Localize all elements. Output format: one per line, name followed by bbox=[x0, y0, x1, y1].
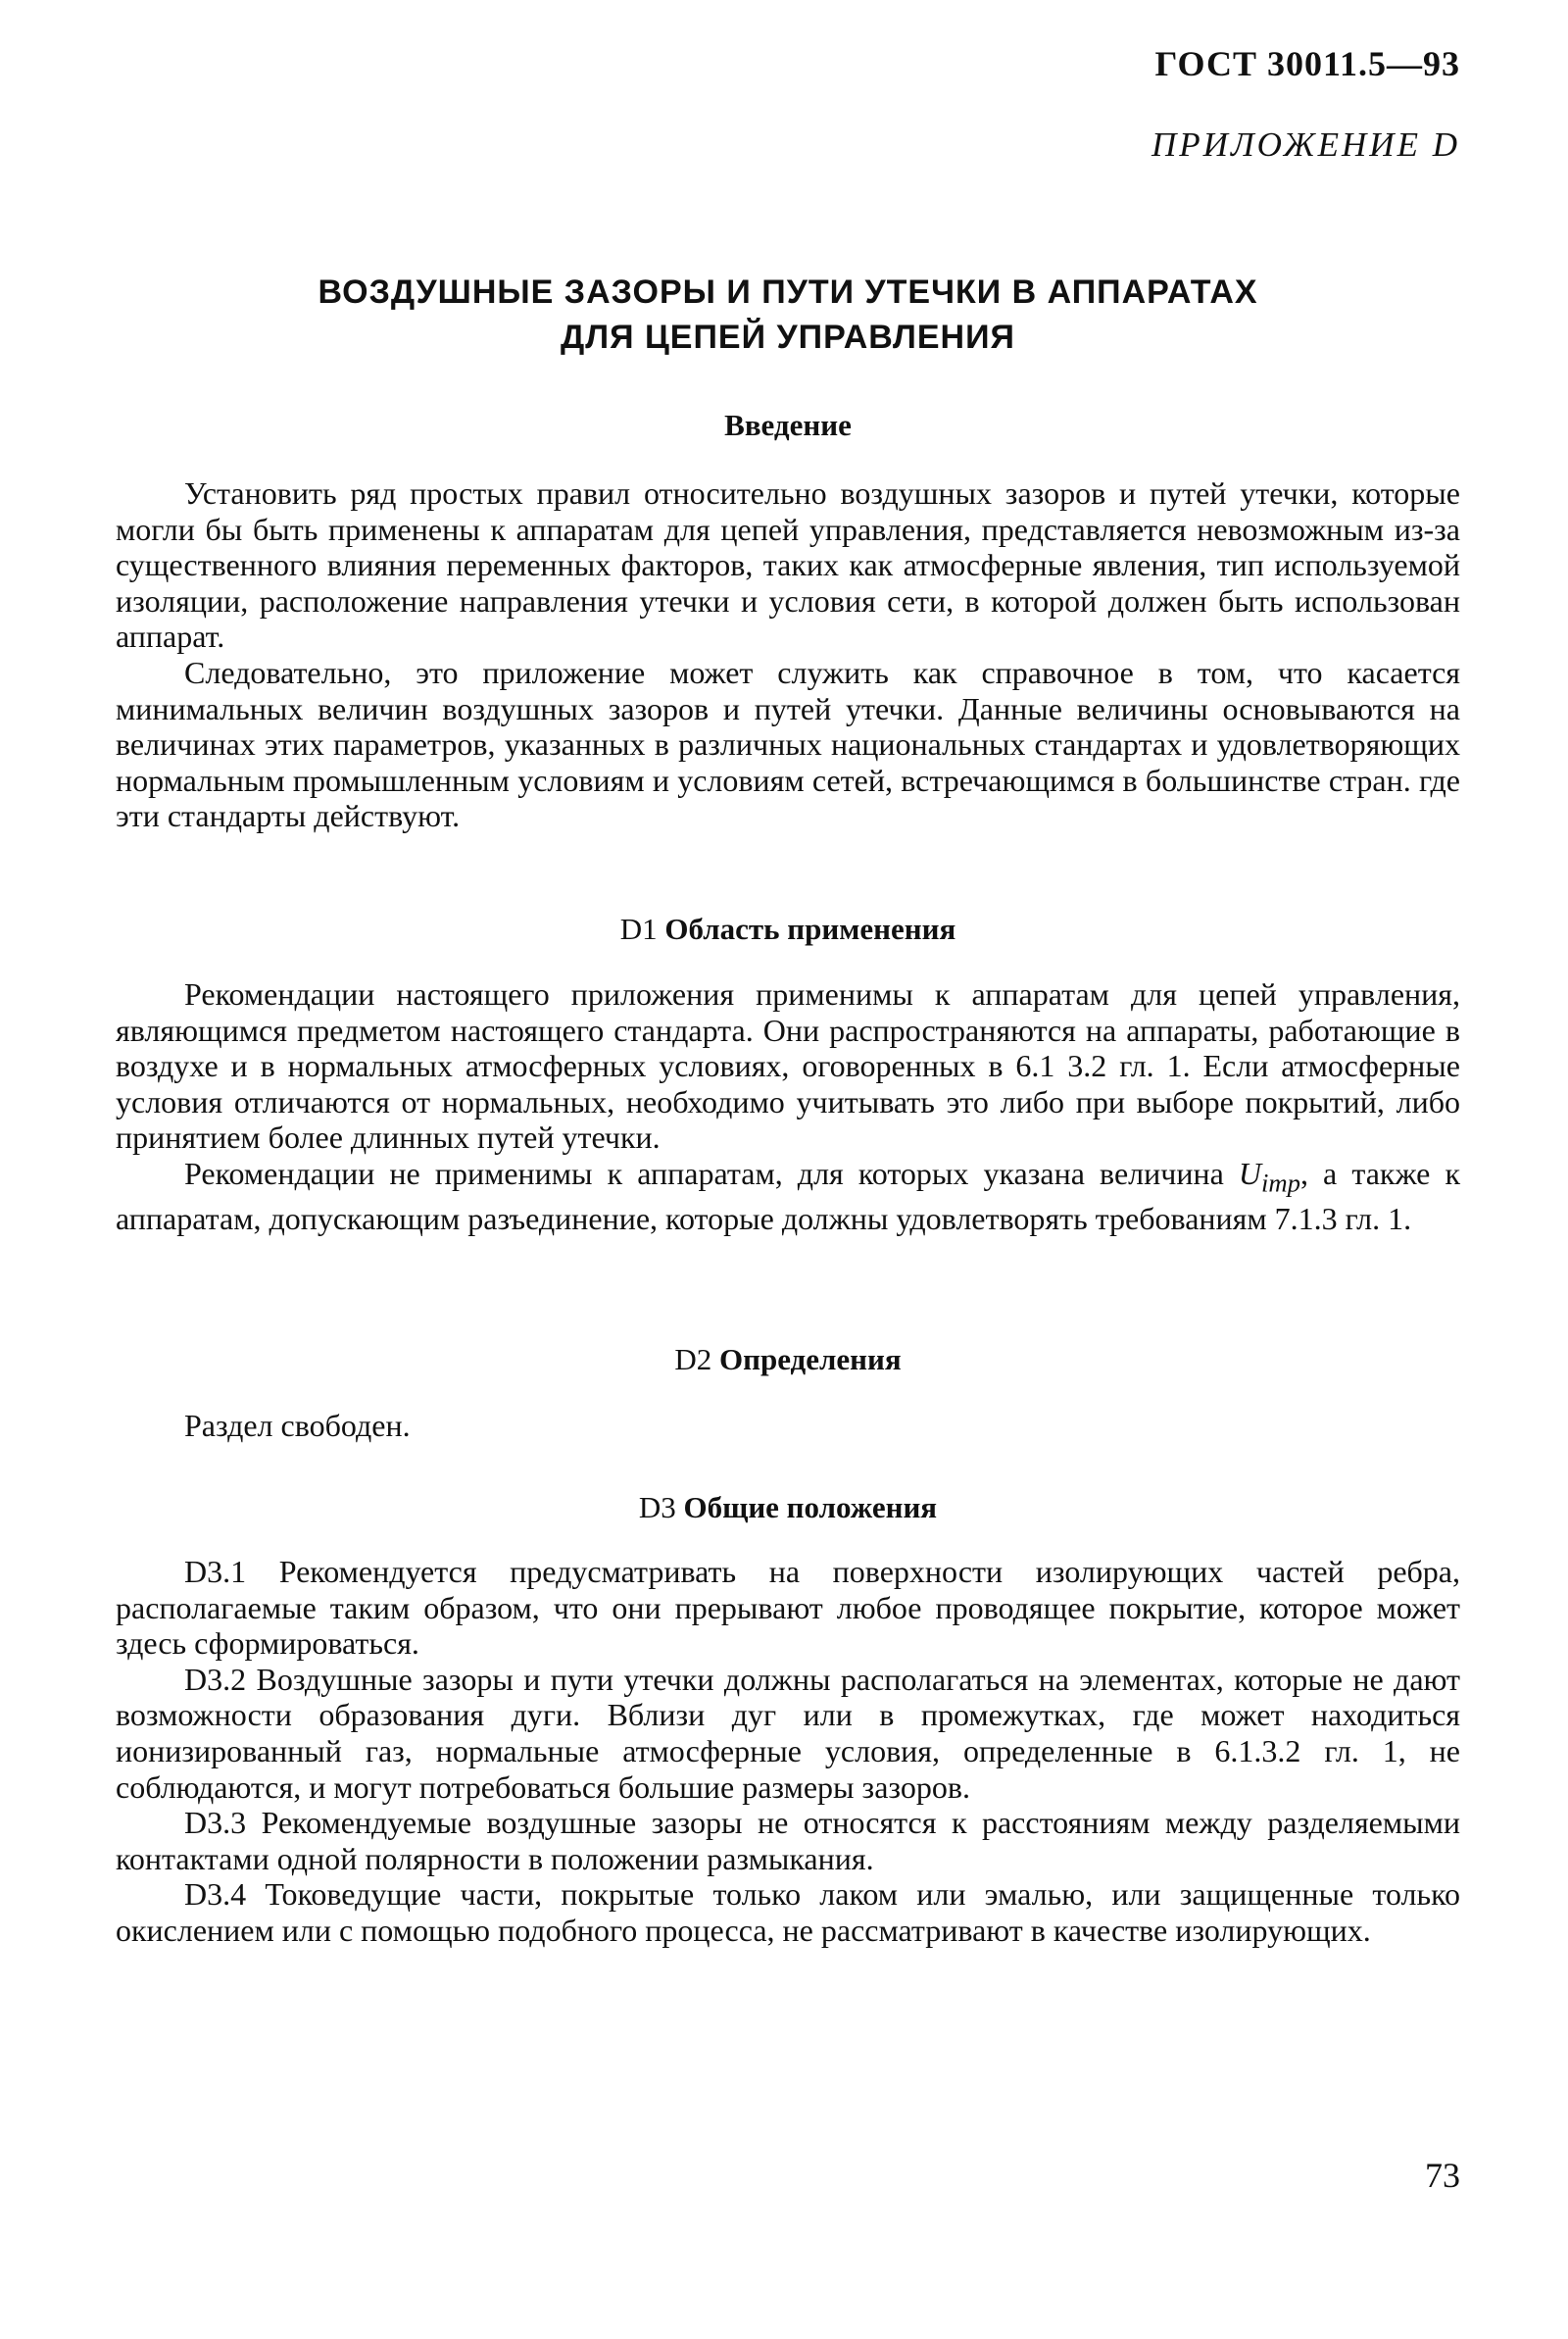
d2-paragraph: Раздел свободен. bbox=[184, 1408, 411, 1443]
d3-number: D3 bbox=[638, 1490, 676, 1524]
d3-1-paragraph: D3.1 Рекомендуется предусматривать на поверхности изолирующих частей ребра, располагаемые таким образом, что они прерывают любое проводящее покрытие, которое может здесь сформироваться. bbox=[116, 1554, 1460, 1662]
d3-3-paragraph: D3.3 Рекомендуемые воздушные зазоры не относятся к расстояниям между разделяемыми контактами одной полярности в положении размыкания. bbox=[116, 1805, 1460, 1876]
d3-2-paragraph: D3.2 Воздушные зазоры и пути утечки должны располагаться на элементах, которые не дают возможности образования дуги. Вблизи дуг или в промежутках, где может находиться ионизированный газ, нормальные атмосферные условия, определенные в 6.1.3.2 гл. 1, не соблюдаются, и могут потребоваться большие размеры зазоров. bbox=[116, 1661, 1460, 1805]
title-line-2: ДЛЯ ЦЕПЕЙ УПРАВЛЕНИЯ bbox=[561, 319, 1015, 356]
d1-paragraph-1: Рекомендации настоящего приложения применимы к аппаратам для цепей управления, являющимся предметом настоящего стандарта. Они распространяются на аппараты, работающие в воздухе и в нормальных атмосферных условиях, оговоренных в 6.1 3.2 гл. 1. Если атмосферные условия отличаются от нормальных, необходимо учитывать это либо при выборе покрытий, либо принятием более длинных путей утечки. bbox=[116, 976, 1460, 1156]
d3-4-paragraph: D3.4 Токоведущие части, покрытые только лаком или эмалью, или защищенные только окислением или с помощью подобного процесса, не рассматривают в качестве изолирующих. bbox=[116, 1876, 1460, 1948]
intro-heading: Введение bbox=[724, 408, 852, 442]
d2-heading bbox=[116, 1342, 1460, 1377]
standard-number: ГОСТ 30011.5—93 bbox=[1154, 44, 1460, 83]
intro-paragraph-2: Следовательно, это приложение может служить как справочное в том, что касается минимальных величин воздушных зазоров и путей утечки. Данные величины основываются на величинах этих параметров, указанных в различных национальных стандартах и удовлетворяющих нормальным промышленным условиям и условиям сетей, встречающимся в большинстве стран. где эти стандарты действуют. bbox=[116, 654, 1460, 834]
d3-title: Общие положения bbox=[683, 1490, 938, 1524]
intro-paragraph-1: Установить ряд простых правил относительно воздушных зазоров и путей утечки, которые могли бы быть применены к аппаратам для цепей управления, представляется невозможным из-за существенного влияния переменных факторов, таких как атмосферные явления, тип используемой изоляции, расположение направления утечки и условия сети, в которой должен быть использован аппарат. bbox=[116, 475, 1460, 655]
d1-paragraph-2: Рекомендации не применимы к аппаратам, для которых указана величина $U_{imp}$, а также к аппаратам, допускающим разъединение, которые должны удовлетворять требованиям 7.1.3 гл. 1. bbox=[116, 1155, 1461, 1236]
d2-number: D2 bbox=[674, 1342, 712, 1376]
d3-body bbox=[116, 1554, 1460, 1949]
u-imp-symbol: $U_{imp}$ bbox=[1238, 1155, 1300, 1198]
intro-body bbox=[116, 475, 1460, 834]
d3-heading bbox=[116, 1490, 1460, 1525]
page-number: 73 bbox=[1425, 2156, 1460, 2195]
d1-body bbox=[116, 976, 1460, 1237]
d1-title: Область применения bbox=[664, 912, 956, 946]
document-title bbox=[116, 270, 1460, 360]
d2-body bbox=[116, 1408, 1460, 1444]
d1-number: D1 bbox=[619, 912, 658, 946]
d1-heading bbox=[116, 912, 1460, 947]
title-line-1: ВОЗДУШНЫЕ ЗАЗОРЫ И ПУТИ УТЕЧКИ В АППАРАТАХ bbox=[318, 274, 1258, 311]
d2-title: Определения bbox=[718, 1342, 902, 1376]
appendix-label: ПРИЛОЖЕНИЕ D bbox=[1152, 125, 1460, 164]
